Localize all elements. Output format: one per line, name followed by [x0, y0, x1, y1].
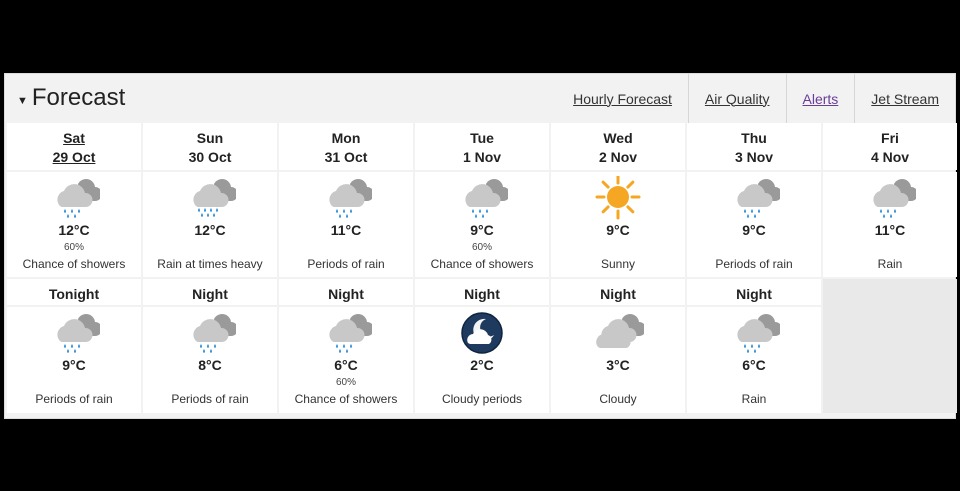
- collapse-arrow-icon[interactable]: ▼: [17, 94, 28, 107]
- day-forecast-wed[interactable]: [551, 172, 685, 277]
- condition-text: Cloudy periods: [441, 392, 523, 406]
- day-date: 1 Nov: [462, 149, 502, 165]
- condition-text: Periods of rain: [307, 257, 385, 271]
- temperature: 11°C: [330, 222, 362, 238]
- day-name: Thu: [741, 130, 767, 146]
- condition-text: Rain: [877, 257, 903, 271]
- rain-cloud-icon: [48, 176, 100, 225]
- day-name: Mon: [331, 130, 361, 146]
- forecast-title[interactable]: [17, 84, 125, 112]
- day-date: 2 Nov: [598, 149, 638, 165]
- temperature: 12°C: [194, 222, 226, 238]
- air-quality-link[interactable]: Air Quality: [688, 74, 786, 123]
- forecast-title-text: Forecast: [31, 84, 126, 111]
- condition-text: Chance of showers: [430, 257, 534, 271]
- temperature: 3°C: [606, 357, 630, 373]
- temperature: 8°C: [198, 357, 222, 373]
- day-date: 4 Nov: [870, 149, 910, 165]
- cloud-icon: [592, 311, 644, 360]
- day-name: Sun: [196, 130, 224, 146]
- rain-cloud-icon: [48, 311, 100, 360]
- night-forecast[interactable]: [7, 307, 141, 413]
- day-header-thu[interactable]: [687, 123, 821, 170]
- temperature: 6°C: [742, 357, 766, 373]
- temperature: 9°C: [470, 222, 494, 238]
- alerts-link[interactable]: Alerts: [786, 74, 855, 123]
- day-forecast-thu[interactable]: [687, 172, 821, 277]
- rain-cloud-icon: [864, 176, 916, 225]
- moon-cloud-icon: [456, 311, 508, 360]
- day-date: 30 Oct: [188, 149, 232, 165]
- rain-cloud-icon: [320, 176, 372, 225]
- condition-text: Rain at times heavy: [157, 257, 263, 271]
- day-header-sat[interactable]: [7, 123, 141, 170]
- sun-icon: [592, 176, 644, 225]
- rain-cloud-icon: [456, 176, 508, 225]
- condition-text: Sunny: [600, 257, 636, 271]
- temperature: 9°C: [606, 222, 630, 238]
- day-forecast-sun[interactable]: [143, 172, 277, 277]
- precip-chance: 60%: [63, 242, 84, 253]
- night-header[interactable]: Night: [687, 279, 821, 305]
- rain-cloud-icon: [728, 176, 780, 225]
- day-name: Tue: [470, 130, 494, 146]
- day-header-fri[interactable]: [823, 123, 957, 170]
- condition-text: Periods of rain: [171, 392, 249, 406]
- day-name: Sat: [63, 130, 85, 146]
- forecast-panel: [4, 73, 956, 419]
- night-header[interactable]: Night: [415, 279, 549, 305]
- condition-text: Chance of showers: [22, 257, 126, 271]
- night-header[interactable]: Night: [551, 279, 685, 305]
- rain-cloud-icon: [728, 311, 780, 360]
- jet-stream-link[interactable]: Jet Stream: [854, 74, 955, 123]
- day-name: Wed: [603, 130, 633, 146]
- temperature: 2°C: [470, 357, 494, 373]
- temperature: 9°C: [62, 357, 86, 373]
- temperature: 6°C: [334, 357, 358, 373]
- night-forecast[interactable]: [687, 307, 821, 413]
- day-date: 31 Oct: [324, 149, 368, 165]
- day-forecast-mon[interactable]: [279, 172, 413, 277]
- day-header-tue[interactable]: [415, 123, 549, 170]
- precip-chance: 60%: [335, 377, 356, 388]
- heavy-rain-cloud-icon: [184, 176, 236, 225]
- condition-text: Rain: [741, 392, 767, 406]
- condition-text: Chance of showers: [294, 392, 398, 406]
- night-forecast[interactable]: [551, 307, 685, 413]
- forecast-grid: [7, 123, 953, 415]
- rain-cloud-icon: [320, 311, 372, 360]
- day-header-mon[interactable]: [279, 123, 413, 170]
- condition-text: Cloudy: [599, 392, 637, 406]
- forecast-links: [557, 74, 955, 123]
- rain-cloud-icon: [184, 311, 236, 360]
- condition-text: Periods of rain: [35, 392, 113, 406]
- night-forecast[interactable]: [415, 307, 549, 413]
- day-header-sun[interactable]: [143, 123, 277, 170]
- day-date: 3 Nov: [734, 149, 774, 165]
- temperature: 9°C: [742, 222, 766, 238]
- day-date: 29 Oct: [52, 149, 96, 165]
- temperature: 11°C: [874, 222, 906, 238]
- hourly-forecast-link[interactable]: Hourly Forecast: [573, 90, 672, 107]
- day-forecast-tue[interactable]: [415, 172, 549, 277]
- night-header[interactable]: Tonight: [7, 279, 141, 305]
- night-forecast[interactable]: [279, 307, 413, 413]
- condition-text: Periods of rain: [715, 257, 793, 271]
- empty-cell: [823, 279, 957, 413]
- day-name: Fri: [881, 130, 899, 146]
- day-header-wed[interactable]: [551, 123, 685, 170]
- precip-chance: 60%: [471, 242, 492, 253]
- temperature: 12°C: [58, 222, 90, 238]
- night-header[interactable]: Night: [279, 279, 413, 305]
- day-forecast-sat[interactable]: [7, 172, 141, 277]
- night-forecast[interactable]: [143, 307, 277, 413]
- forecast-header: [5, 74, 955, 123]
- night-header[interactable]: Night: [143, 279, 277, 305]
- day-forecast-fri[interactable]: [823, 172, 957, 277]
